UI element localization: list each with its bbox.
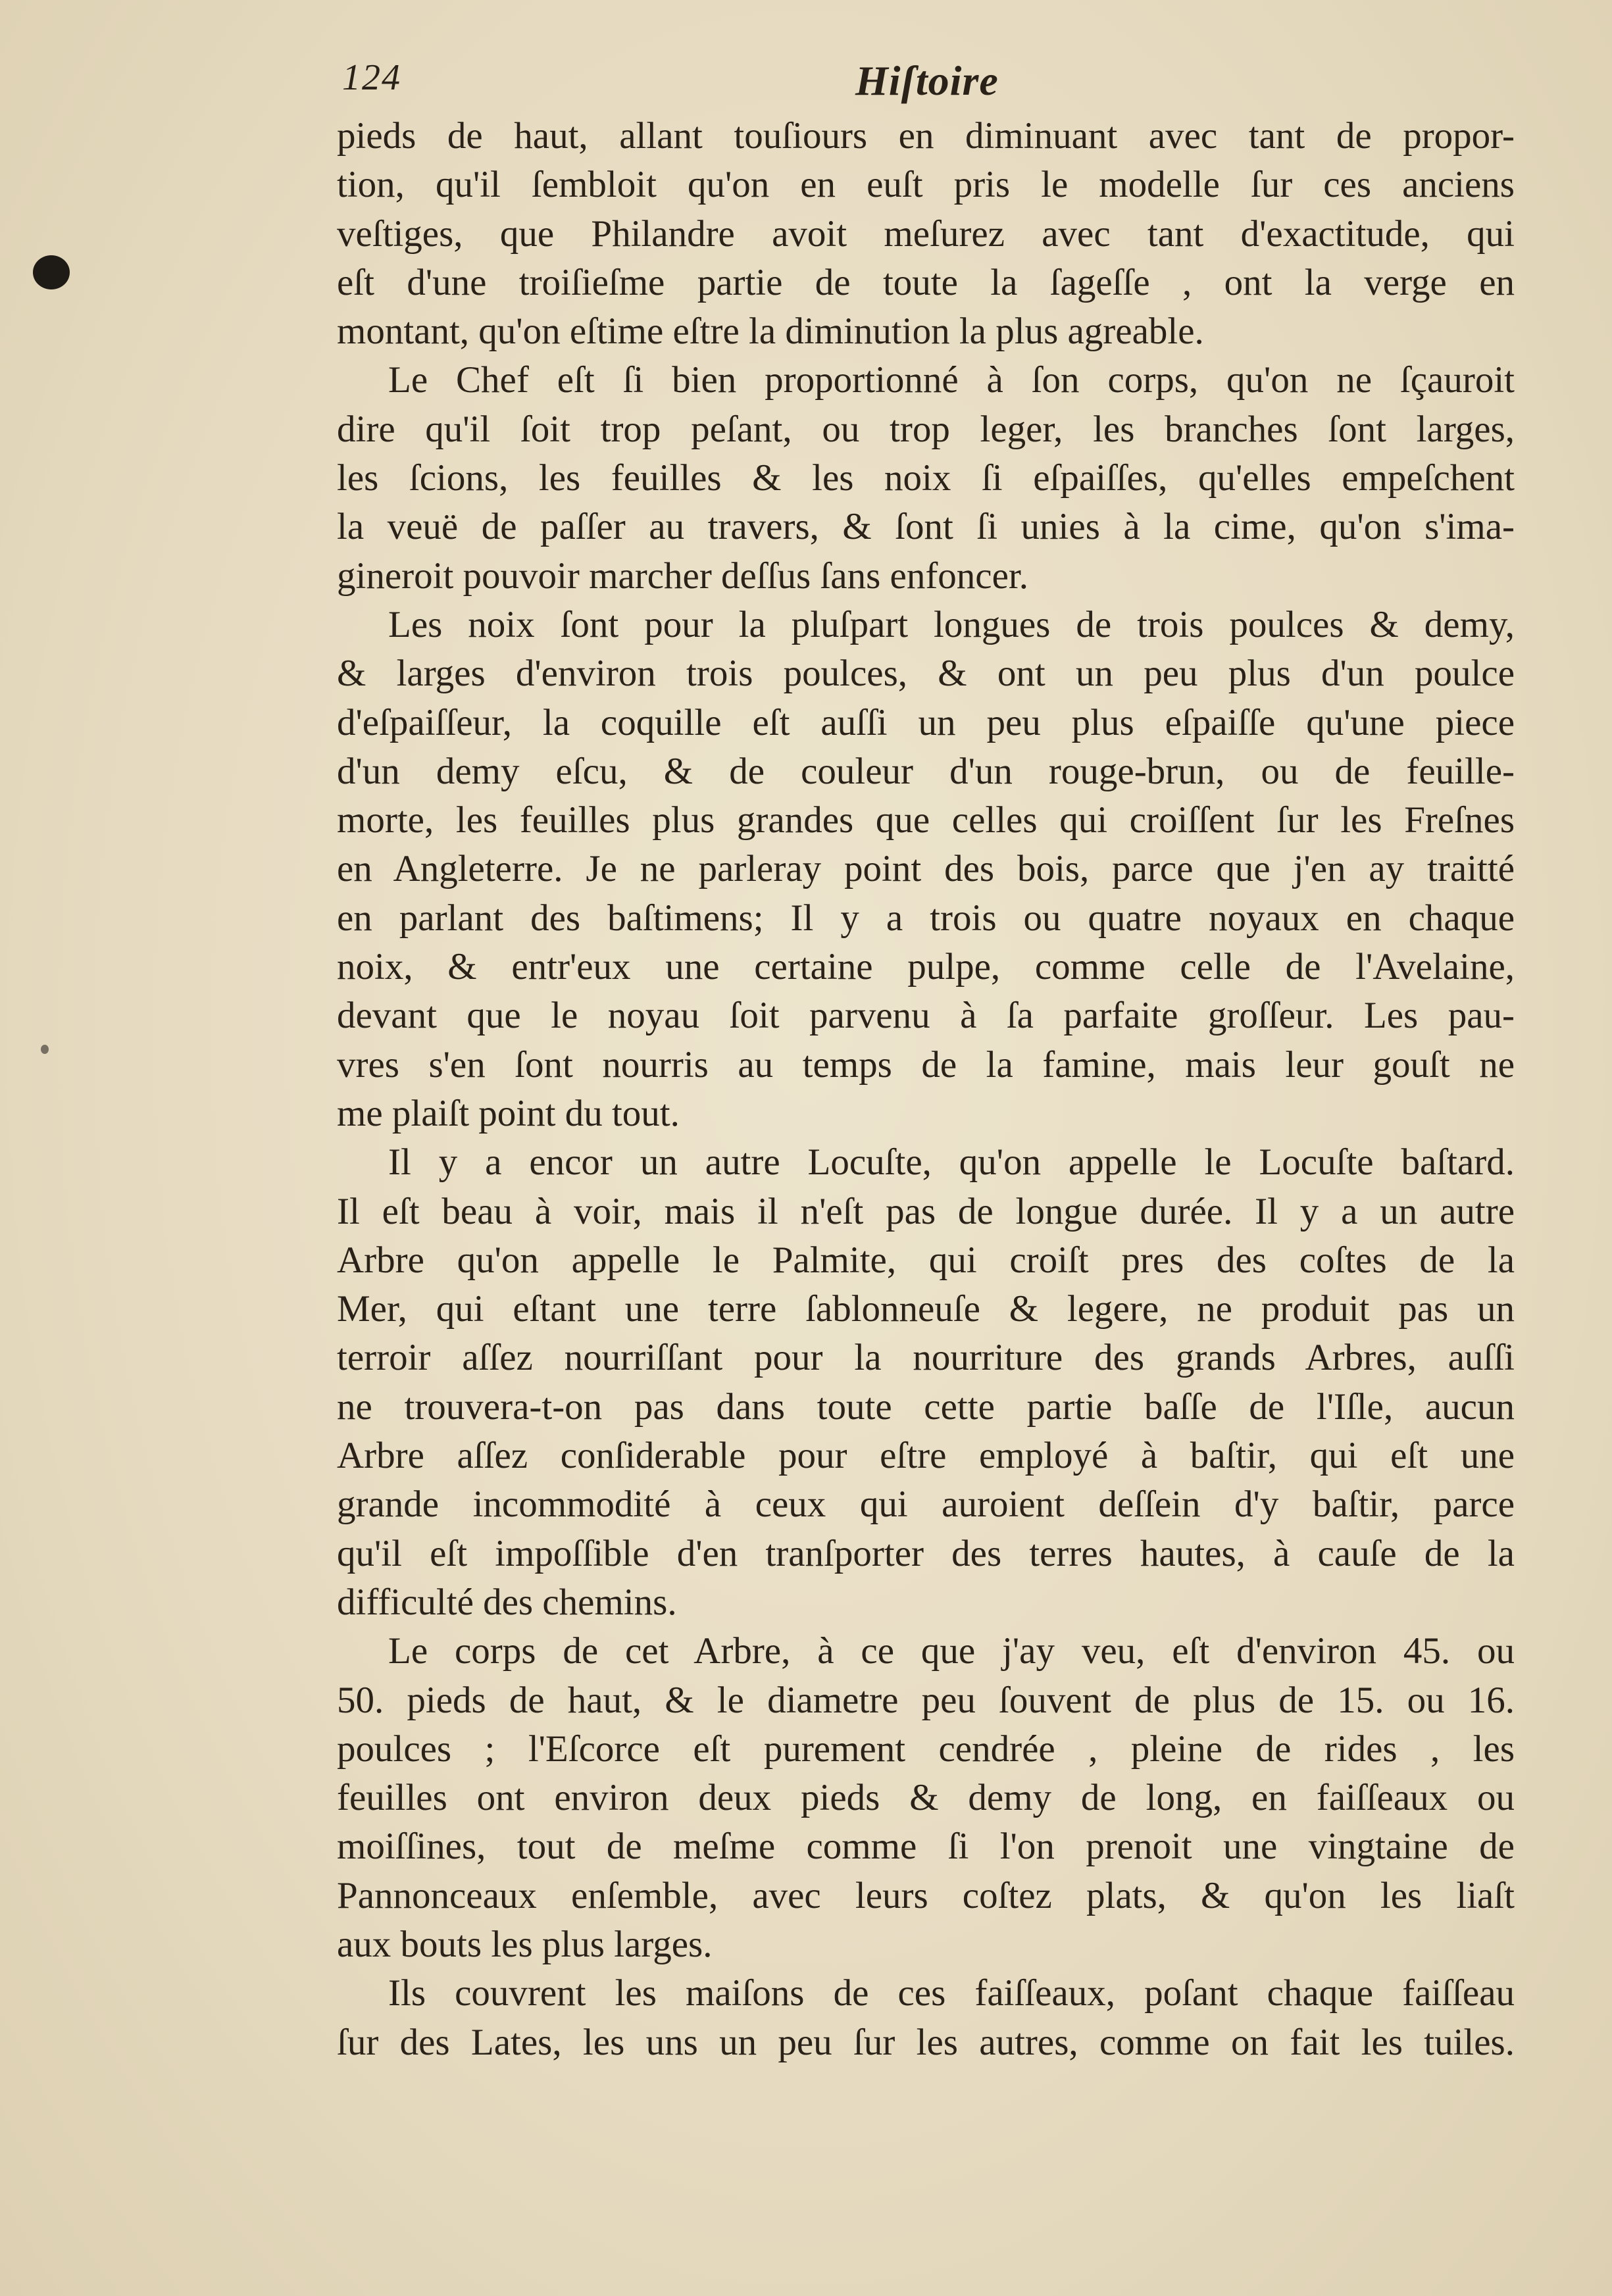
text-line: les ſcions, les feuilles & les noix ſi eſpaiſſes, qu'elles empeſchent (337, 457, 1515, 499)
text-line: ne trouvera-t-on pas dans toute cette partie baſſe de l'Iſle, aucun (337, 1385, 1515, 1428)
ink-blot (33, 255, 70, 289)
text-line: en Angleterre. Je ne parleray point des bois, parce que j'en ay traitté (337, 848, 1515, 890)
text-line: ſur des Lates, les uns un peu ſur les autres, comme on fait les tuiles. (337, 2021, 1515, 2063)
page-number: 124 (342, 57, 401, 98)
text-line: veſtiges, que Philandre avoit meſurez avec tant d'exactitude, qui (337, 212, 1515, 255)
text-line: tion, qu'il ſembloit qu'on en euſt pris le modelle ſur ces anciens (337, 164, 1515, 206)
text-line: vres s'en ſont nourris au temps de la famine, mais leur gouſt ne (337, 1043, 1515, 1086)
text-line: moiſſines, tout de meſme comme ſi l'on prenoit une vingtaine de (337, 1826, 1515, 1868)
text-line: Arbre aſſez conſiderable pour eſtre employé à baſtir, qui eſt une (337, 1435, 1515, 1477)
text-line: montant, qu'on eſtime eſtre la diminution la plus agreable. (337, 311, 1204, 353)
body-text (337, 112, 1515, 2067)
text-line: devant que le noyau ſoit parvenu à ſa parfaite groſſeur. Les pau- (337, 995, 1515, 1037)
text-line: aux bouts les plus larges. (337, 1923, 713, 1965)
text-line: Le Chef eſt ſi bien proportionné à ſon corps, qu'on ne ſçauroit (388, 359, 1515, 401)
text-line: pieds de haut, allant touſiours en diminuant avec tant de propor- (337, 115, 1515, 157)
text-line: Il y a encor un autre Locuſte, qu'on appelle le Locuſte baſtard. (388, 1141, 1515, 1184)
text-line: Ils couvrent les maiſons de ces faiſſeaux, poſant chaque faiſſeau (388, 1972, 1515, 2014)
text-line: Pannonceaux enſemble, avec leurs coſtez plats, & qu'on les liaſt (337, 1874, 1515, 1916)
text-line: terroir aſſez nourriſſant pour la nourriture des grands Arbres, auſſi (337, 1337, 1515, 1379)
text-line: d'eſpaiſſeur, la coquille eſt auſſi un peu plus eſpaiſſe qu'une piece (337, 701, 1515, 743)
text-line: gineroit pouvoir marcher deſſus ſans enfoncer. (337, 555, 1028, 597)
text-line: feuilles ont environ deux pieds & demy de long, en faiſſeaux ou (337, 1777, 1515, 1819)
ink-speck (41, 1045, 49, 1054)
running-head (342, 57, 1513, 109)
text-line: Arbre qu'on appelle le Palmite, qui croiſt pres des coſtes de la (337, 1239, 1515, 1281)
text-line: 50. pieds de haut, & le diametre peu ſouvent de plus de 15. ou 16. (337, 1679, 1515, 1721)
text-line: difficulté des chemins. (337, 1581, 677, 1623)
text-line: noix, & entr'eux une certaine pulpe, comme celle de l'Avelaine, (337, 946, 1515, 988)
text-line: qu'il eſt impoſſible d'en tranſporter des terres hautes, à cauſe de la (337, 1532, 1515, 1574)
running-title: Hiſtoire (855, 57, 999, 104)
text-line: Il eſt beau à voir, mais il n'eſt pas de longue durée. Il y a un autre (337, 1190, 1515, 1232)
text-line: dire qu'il ſoit trop peſant, ou trop leger, les branches ſont larges, (337, 408, 1515, 450)
text-line: poulces ; l'Eſcorce eſt purement cendrée , pleine de rides , les (337, 1728, 1515, 1770)
text-line: eſt d'une troiſieſme partie de toute la ſageſſe , ont la verge en (337, 261, 1515, 303)
text-line: Les noix ſont pour la pluſpart longues de trois poulces & demy, (388, 603, 1515, 645)
text-line: morte, les feuilles plus grandes que celles qui croiſſent ſur les Freſnes (337, 799, 1515, 841)
text-line: grande incommodité à ceux qui auroient deſſein d'y baſtir, parce (337, 1484, 1515, 1526)
text-line: Mer, qui eſtant une terre ſablonneuſe & legere, ne produit pas un (337, 1288, 1515, 1330)
text-line: d'un demy eſcu, & de couleur d'un rouge-brun, ou de feuille- (337, 750, 1515, 792)
text-line: me plaiſt point du tout. (337, 1092, 680, 1134)
text-line: & larges d'environ trois poulces, & ont un peu plus d'un poulce (337, 653, 1515, 695)
text-line: en parlant des baſtimens; Il y a trois ou quatre noyaux en chaque (337, 897, 1515, 939)
text-line: Le corps de cet Arbre, à ce que j'ay veu, eſt d'environ 45. ou (388, 1630, 1515, 1672)
text-line: la veuë de paſſer au travers, & ſont ſi unies à la cime, qu'on s'ima- (337, 506, 1515, 548)
